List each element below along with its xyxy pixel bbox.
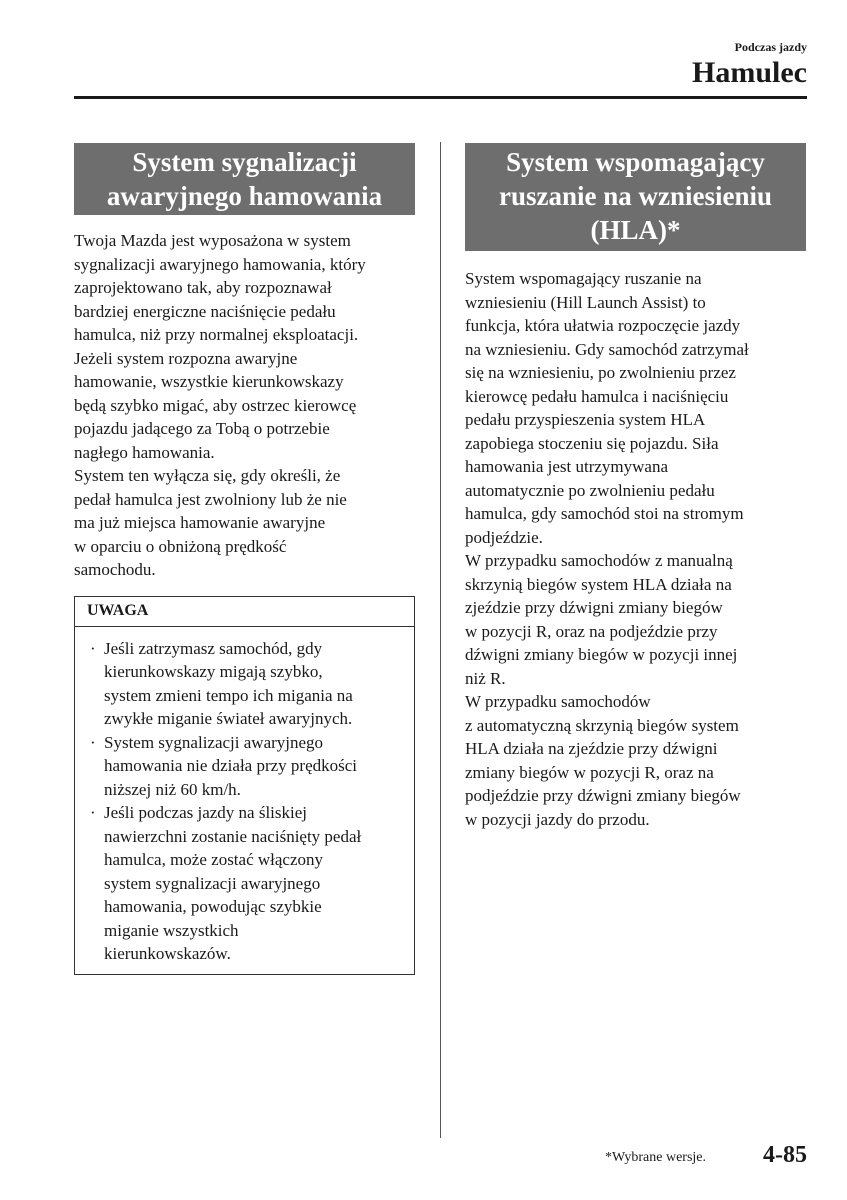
bullet-icon: · xyxy=(90,732,96,752)
footnote: *Wybrane wersje. xyxy=(605,1150,707,1165)
right-column xyxy=(465,143,806,831)
section-label: Podczas jazdy xyxy=(734,40,807,54)
left-column xyxy=(74,143,415,975)
column-divider xyxy=(440,142,441,1138)
notice-list xyxy=(75,627,414,974)
page-number: 4-85 xyxy=(763,1142,807,1168)
notice-title: UWAGA xyxy=(75,597,414,627)
header-rule xyxy=(74,96,807,99)
notice-item-text: Jeśli podczas jazdy na śliskiej nawierzchni zostanie naciśnięty pedał hamulca, może zostać włączony system sygnalizacji awaryjnego hamowania, powodując szybkie miganie wszystkich kierunkowskazów. xyxy=(104,803,362,963)
emergency-signal-heading: System sygnalizacji awaryjnego hamowania xyxy=(74,143,415,215)
notice-item xyxy=(87,731,404,802)
hla-paragraph-automatic: W przypadku samochodów z automatyczną skrzynią biegów system HLA działa na zjeździe przy dźwigni zmiany biegów w pozycji R, oraz na podjeździe przy dźwigni zmiany biegów w pozycji jazdy do przodu. xyxy=(465,692,741,829)
hla-paragraph-intro: System wspomagający ruszanie na wzniesieniu (Hill Launch Assist) to funkcja, która ułatwia rozpoczęcie jazdy na wzniesieniu. Gdy samochód zatrzymał się na wzniesieniu, po zwolnieniu przez kierowcę pedału hamulca i naciśnięciu pedału przyspieszenia system HLA zapobiega stoczeniu się pojazdu. Siła hamowania jest utrzymywana automatycznie po zwolnieniu pedału hamulca, gdy samochód stoi na stromym podjeździe. xyxy=(465,269,749,547)
bullet-icon: · xyxy=(90,638,96,658)
bullet-icon: · xyxy=(90,803,96,822)
hla-heading: System wspomagający ruszanie na wzniesieniu (HLA)* xyxy=(465,143,806,251)
page-title: Hamulec xyxy=(692,56,807,89)
notice-box xyxy=(74,596,415,975)
notice-item-text: System sygnalizacji awaryjnego hamowania nie działa przy prędkości niższej niż 60 km/h. xyxy=(104,732,358,799)
notice-item-text: Jeśli zatrzymasz samochód, gdy kierunkowskazy migają szybko, system zmieni tempo ich migania na zwykłe miganie świateł awaryjnych. xyxy=(104,638,353,728)
notice-item xyxy=(87,801,404,966)
emergency-signal-paragraph: Twoja Mazda jest wyposażona w system sygnalizacji awaryjnego hamowania, który zaprojektowano tak, aby rozpoznawał bardziej energiczne naciśnięcie pedału hamulca, niż przy normalnej eksploatacji. Jeżeli system rozpozna awaryjne hamowanie, wszystkie kierunkowskazy będą szybko migać, aby ostrzec kierowcę pojazdu jadącego za Tobą o potrzebie nagłego hamowania. System ten wyłącza się, gdy określi, że pedał hamulca jest zwolniony lub że nie ma już miejsca hamowanie awaryjne w oparciu o obniżoną prędkość samochodu. xyxy=(74,231,366,579)
hla-paragraph-manual: W przypadku samochodów z manualną skrzynią biegów system HLA działa na zjeździe przy dźwigni zmiany biegów w pozycji R, oraz na podjeździe przy dźwigni zmiany biegów w pozycji innej niż R. xyxy=(465,551,738,688)
notice-item xyxy=(87,637,404,731)
